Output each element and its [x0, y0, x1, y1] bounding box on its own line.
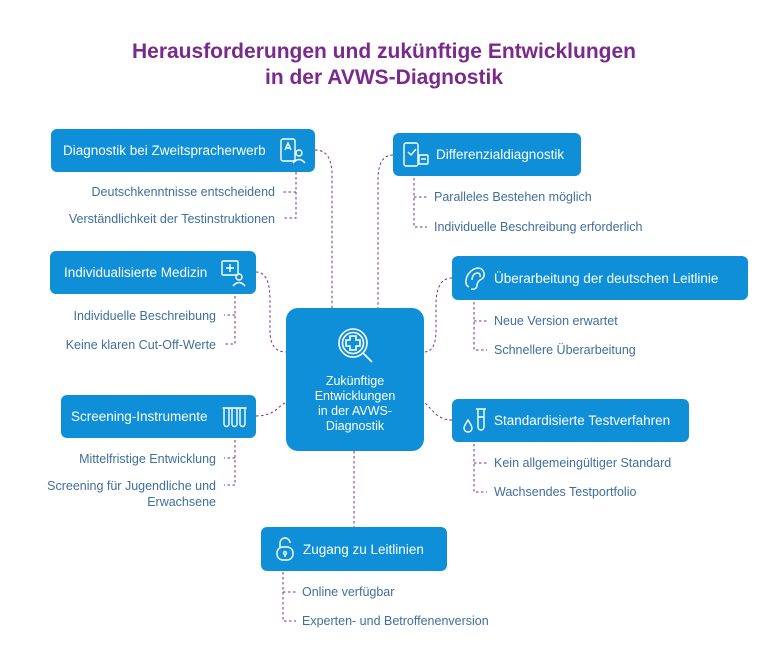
- topic-label-standard: Standardisierte Testverfahren: [494, 413, 671, 428]
- center-label-line-1: Zukünftige: [325, 374, 385, 388]
- sub-item-standard-2: Wachsendes Testportfolio: [494, 485, 637, 499]
- phone-user-icon: [277, 136, 307, 166]
- page-title-line-2: in der AVWS-Diagnostik: [264, 66, 503, 89]
- bracket-zweitsprache: [283, 172, 296, 218]
- topic-box-medizin: [50, 251, 256, 294]
- test-tubes-icon: [219, 402, 249, 432]
- topic-label-screening: Screening-Instrumente: [71, 409, 208, 424]
- topic-box-screening: [61, 395, 256, 438]
- center-label: [286, 374, 424, 434]
- sub-item-zugang-1: Online verfügbar: [302, 585, 395, 599]
- page-title-line-1: Herausforderungen und zukünftige Entwicklungen: [131, 40, 637, 63]
- magnifier-plus-icon: [336, 326, 376, 366]
- bracket-standard: [474, 444, 487, 492]
- sub-item-screening-2: Screening für Jugendliche und: [47, 479, 216, 493]
- topic-box-differenzial: [393, 133, 581, 176]
- sub-item-zweitsprache-2: Verständlichkeit der Testinstruktionen: [68, 212, 275, 226]
- center-label-line-4: Diagnostik: [325, 419, 385, 433]
- sub-item-medizin-1: Individuelle Beschreibung: [73, 309, 216, 323]
- topic-box-zugang: [261, 527, 447, 571]
- drop-tube-icon: [460, 405, 490, 435]
- bracket-leitlinie: [474, 302, 487, 350]
- sub-item-screening-1: Mittelfristige Entwicklung: [79, 452, 216, 466]
- center-node: [286, 308, 424, 451]
- topic-label-leitlinie: Überarbeitung der deutschen Leitlinie: [494, 270, 719, 286]
- topic-label-medizin: Individualisierte Medizin: [64, 265, 208, 280]
- center-label-line-3: in der AVWS-: [317, 404, 393, 418]
- sub-item-medizin-2: Keine klaren Cut-Off-Werte: [65, 338, 216, 352]
- sub-item-leitlinie-1: Neue Version erwartet: [494, 314, 618, 328]
- connector-screening: [256, 402, 286, 416]
- topic-box-standard: [452, 399, 689, 442]
- connector-standard: [424, 402, 452, 420]
- sub-item-zugang-2: Experten- und Betroffenenversion: [302, 614, 489, 628]
- connector-medizin: [256, 272, 286, 352]
- connector-zweitsprache: [315, 150, 332, 308]
- sub-item-differenzial-1: Paralleles Bestehen möglich: [434, 190, 592, 204]
- topic-box-leitlinie: [452, 256, 748, 300]
- sub-item-screening-3: Erwachsene: [147, 495, 216, 509]
- bracket-screening: [224, 440, 235, 485]
- sub-item-zweitsprache-1: Deutschkenntnisse entscheidend: [91, 185, 275, 199]
- medical-user-icon: [218, 258, 248, 288]
- sub-item-differenzial-2: Individuelle Beschreibung erforderlich: [434, 220, 643, 234]
- bracket-zugang: [283, 572, 296, 621]
- padlock-icon: [270, 534, 300, 564]
- topic-label-zugang: Zugang zu Leitlinien: [303, 541, 424, 557]
- connector-leitlinie: [424, 278, 452, 352]
- connector-differenzial: [378, 155, 393, 308]
- topic-label-zweitsprache: Diagnostik bei Zweitspracherwerb: [63, 143, 266, 158]
- topic-label-differenzial: Differenzialdiagnostik: [436, 147, 565, 162]
- tablet-check-icon: [401, 140, 431, 170]
- bracket-differenzial: [414, 178, 427, 227]
- sub-item-leitlinie-2: Schnellere Überarbeitung: [494, 343, 636, 357]
- sub-item-standard-1: Kein allgemeingültiger Standard: [494, 456, 672, 470]
- center-label-line-2: Entwicklungen: [314, 389, 396, 403]
- ear-icon: [460, 263, 490, 293]
- bracket-medizin: [224, 296, 235, 344]
- topic-box-zweitsprache: [51, 129, 315, 172]
